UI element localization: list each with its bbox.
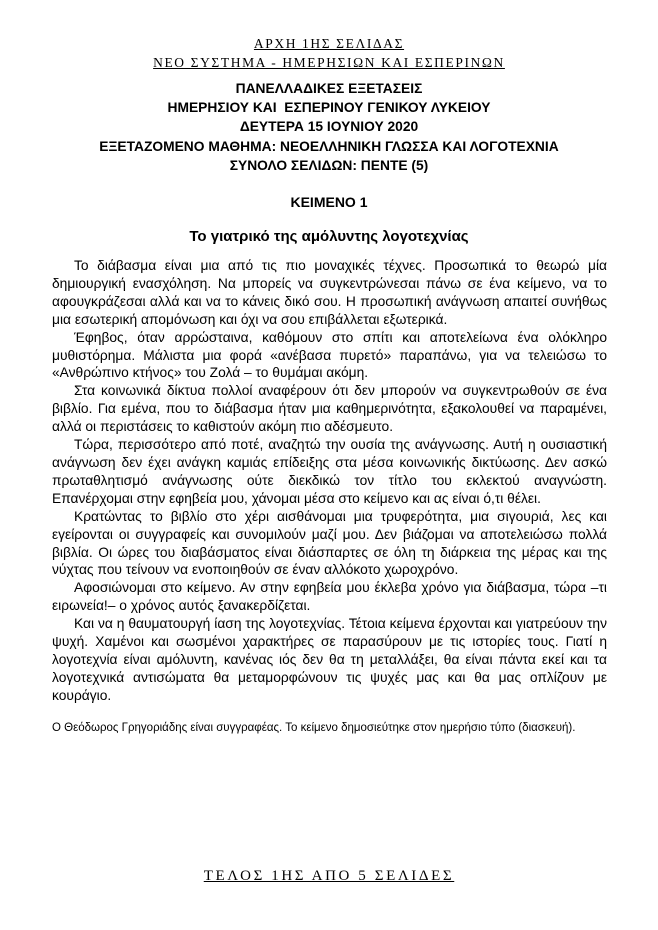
paragraph: Αφοσιώνομαι στο κείμενο. Αν στην εφηβεία μου έκλεβα χρόνο για διάβασμα, τώρα –τι ειρωνεία!– ο χρόνος αυτός ξανακερδίζεται. — [52, 580, 607, 614]
exam-name-line: ΠΑΝΕΛΛΑΔΙΚΕΣ ΕΞΕΤΑΣΕΙΣ — [235, 81, 423, 96]
paragraph: Τώρα, περισσότερο από ποτέ, αναζητώ την ουσία της ανάγνωσης. Αυτή η ουσιαστική ανάγνωση δεν έχει ανάγκη καμιάς επίδειξης στα μέσα κοινωνικής δικτύωσης. Δεν ασκώ πρωταθλητισμό ανάγνωσης ούτε διεκδικώ τον τίτλο του εκλεκτού αναγνώστη. Επανέρχομαι στην εφηβεία μου, χάνομαι μέσα στο κείμενο και ας είναι ό,τι θέλει. — [52, 437, 607, 506]
school-type-line: ΗΜΕΡΗΣΙΟΥ ΚΑΙ ΕΣΠΕΡΙΝΟΥ ΓΕΝΙΚΟΥ ΛΥΚΕΙΟΥ — [167, 100, 491, 116]
text-body — [52, 257, 607, 705]
exam-date-line: ΔΕΥΤΕΡΑ 15 ΙΟΥΝΙΟΥ 2020 — [239, 119, 419, 135]
paragraph: Στα κοινωνικά δίκτυα πολλοί αναφέρουν ότι δεν μπορούν να συγκεντρωθούν σε ένα βιβλίο. Για εμένα, που το διάβασμα ήταν μια καθημερινότητα, εξακολουθεί να παραμένει, αλλά οι περιστάσεις το καθιστούν ακόμη πιο αδέσμευτο. — [52, 383, 607, 435]
exam-subject-line: ΕΞΕΤΑΖΟΜΕΝΟ ΜΑΘΗΜΑ: ΝΕΟΕΛΛΗΝΙΚΗ ΓΛΩΣΣΑ ΚΑΙ ΛΟΓΟΤΕΧΝΙΑ — [99, 138, 559, 154]
author-footnote: Ο Θεόδωρος Γρηγοριάδης είναι συγγραφέας. Το κείμενο δημοσιεύτηκε στον ημερήσιο τύπο (διασκευή). — [52, 722, 576, 734]
page-end-text: ΤΕΛΟΣ 1ΗΣ ΑΠΟ 5 ΣΕΛΙΔΕΣ — [203, 868, 455, 884]
exam-system-line: ΝΕΟ ΣΥΣΤΗΜΑ - ΗΜΕΡΗΣΙΩΝ ΚΑΙ ΕΣΠΕΡΙΝΩΝ — [153, 55, 505, 70]
paragraph: Κρατώντας το βιβλίο στο χέρι αισθάνομαι μια τρυφερότητα, μια σιγουριά, λες και εγείρονται οι συγγραφείς και συνομιλούν μαζί μου. Δεν βιάζομαι να αποτελειώσω πολλά βιβλία. Οι ώρες του διαβάσματος είναι διάσπαρτες σε όλη τη διάρκεια της μέρας και της νύχτας που τείνουν να ενοποιηθούν σε έναν αλλόκοτο χωροχρόνο. — [52, 508, 607, 578]
page-end-marker — [0, 868, 658, 885]
exam-header-block — [0, 79, 658, 175]
paragraph: Το διάβασμα είναι μια από τις πιο μοναχικές τέχνες. Προσωπικά το θεωρώ μία δημιουργική ενασχόληση. Να μπορείς να συγκεντρώνεσαι πάνω σε ένα κείμενο, να το αφουγκράζεσαι αλλά και να το κάνεις δικό σου. Η προσωπική ανάγνωση απαιτεί συνήθως μια εσωτερική απομόνωση και όχι να σου επιβάλλεται εξωτερικά. — [52, 258, 607, 327]
page-top-header — [0, 34, 658, 72]
section-heading: ΚΕΙΜΕΝΟ 1 — [290, 194, 368, 210]
page-start-marker: ΑΡΧΗ 1ΗΣ ΣΕΛΙΔΑΣ — [253, 36, 405, 51]
paragraph: Έφηβος, όταν αρρώσταινα, καθόμουν στο σπίτι και αποτελείωνα ένα ολόκληρο μυθιστόρημα. Μάλιστα μια φορά «ανέβασα πυρετό» παραπάνω, για να τελειώσω το «Ανθρώπινο κτήνος» του Ζολά – το θυμάμαι ακόμη. — [52, 329, 607, 381]
paragraph: Και να η θαυματουργή ίαση της λογοτεχνίας. Τέτοια κείμενα έρχονται και γιατρεύουν την ψυχή. Χαμένοι και σωσμένοι χαρακτήρες σε παρασύρουν με τις ιστορίες τους. Γιατί η λογοτεχνία είναι αμόλυντη, κανένας ιός δεν θα τη μεταλλάξει, θα είναι πάντα εκεί και τα λογοτεχνικά αντισώματα θα μεταμορφώνουν τις ψυχές μας και θα μας οπλίζουν με κουράγιο. — [52, 616, 607, 703]
text-title: Το γιατρικό της αμόλυντης λογοτεχνίας — [189, 228, 469, 245]
total-pages-line: ΣΥΝΟΛΟ ΣΕΛΙΔΩΝ: ΠΕΝΤΕ (5) — [229, 157, 429, 173]
